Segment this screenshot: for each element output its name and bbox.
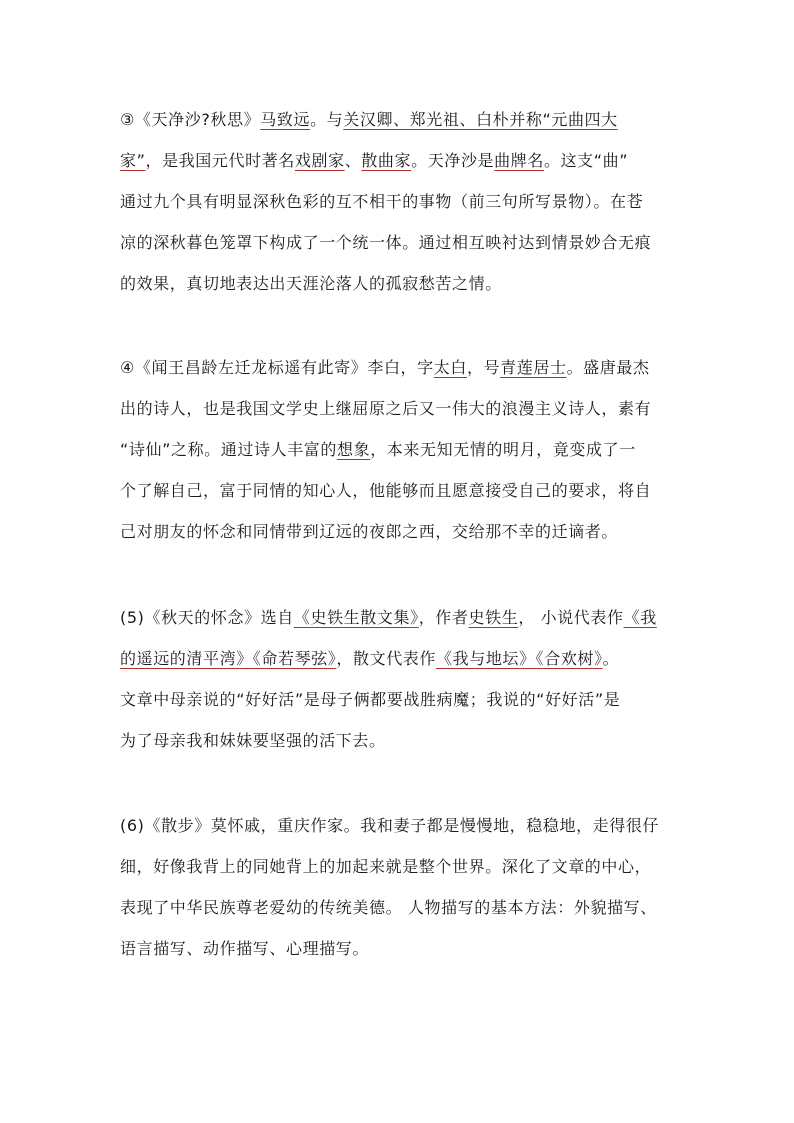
text-line xyxy=(120,898,680,918)
underlined-term: 史铁生 xyxy=(468,608,519,627)
text-line xyxy=(120,358,680,378)
text-run: 的效果，真切地表达出天涯沦落人的孤寂愁苦之情。 xyxy=(120,274,502,293)
text-run: (6)《散步》莫怀戚，重庆作家。我和妻子都是慢慢地，稳稳地，走得很仔 xyxy=(120,816,660,835)
underlined-term: 《史铁生散文集》 xyxy=(293,608,419,627)
text-line xyxy=(120,816,680,836)
text-run: ④《闻王昌龄左迁龙标遥有此寄》李白，字 xyxy=(120,358,434,377)
underlined-term: 散曲家 xyxy=(361,151,412,170)
text-run: 通过九个具有明显深秋色彩的互不相干的事物（前三句所写景物）。在苍 xyxy=(120,192,644,211)
underlined-term: 《我 xyxy=(623,608,657,627)
underlined-term: 想象 xyxy=(336,440,371,459)
text-run: 凉的深秋暮色笼罩下构成了一个统一体。通过相互映衬达到情景妙合无痕 xyxy=(120,233,652,252)
underlined-term: 《我与地坛》《合欢树》 xyxy=(436,649,603,668)
underlined-term: 青莲居士 xyxy=(500,358,567,377)
underlined-term: 马致远 xyxy=(260,110,311,129)
underlined-term: 的遥远的清平湾》《命若琴弦》 xyxy=(120,649,337,668)
text-line xyxy=(120,151,680,171)
text-run: 文章中母亲说的“好好活”是母子俩都要战胜病魔；我说的“好好活”是 xyxy=(120,690,621,709)
underlined-term: 家” xyxy=(120,151,146,170)
underlined-term: 戏剧家 xyxy=(294,151,345,170)
underlined-term: 太白 xyxy=(433,358,467,377)
text-run: ，是我国元代时著名 xyxy=(145,151,295,170)
text-line xyxy=(120,649,680,669)
text-run: (5)《秋天的怀念》选自 xyxy=(120,608,294,627)
text-run: 出的诗人，也是我国文学史上继屈原之后又一伟大的浪漫主义诗人，素有 xyxy=(120,399,652,418)
text-run: ， 小说代表作 xyxy=(518,608,624,627)
text-run: ，散文代表作 xyxy=(336,649,437,668)
text-run: ，号 xyxy=(466,358,501,377)
underlined-term: 关汉卿、郑光祖、白朴并称“元曲四大 xyxy=(343,110,618,129)
text-run: 个了解自己，富于同情的知心人，他能够而且愿意接受自己的要求，将自 xyxy=(120,481,652,500)
text-line xyxy=(120,233,680,253)
text-run: ③《天净沙?秋思》 xyxy=(120,110,261,129)
text-run: 。这支“曲” xyxy=(543,151,629,170)
text-line xyxy=(120,192,680,212)
text-line xyxy=(120,522,680,542)
text-run: “诗仙”之称。通过诗人丰富的 xyxy=(120,440,337,459)
text-run: 、 xyxy=(344,151,362,170)
text-run: 。盛唐最杰 xyxy=(566,358,650,377)
text-run: ，作者 xyxy=(418,608,469,627)
text-line xyxy=(120,399,680,419)
text-line xyxy=(120,939,680,959)
text-line xyxy=(120,690,680,710)
text-run: 己对朋友的怀念和同情带到辽远的夜郎之西，交给那不幸的迁谪者。 xyxy=(120,522,619,541)
text-run: 。与 xyxy=(310,110,344,129)
text-line xyxy=(120,274,680,294)
text-line xyxy=(120,481,680,501)
text-run: 。 xyxy=(602,649,620,668)
text-run: ，本来无知无情的明月，竟变成了一 xyxy=(370,440,636,459)
text-line xyxy=(120,110,680,130)
text-line xyxy=(120,440,680,460)
text-line xyxy=(120,731,680,751)
text-run: 表现了中华民族尊老爱幼的传统美德。 人物描写的基本方法：外貌描写、 xyxy=(120,898,657,917)
text-line xyxy=(120,857,680,877)
text-run: 细，好像我背上的同她背上的加起来就是整个世界。深化了文章的中心， xyxy=(120,857,652,876)
text-run: 。天净沙是 xyxy=(411,151,495,170)
text-run: 语言描写、动作描写、心理描写。 xyxy=(120,939,370,958)
underlined-term: 曲牌名 xyxy=(494,151,544,170)
text-line xyxy=(120,608,680,628)
text-run: 为了母亲我和妹妹要坚强的活下去。 xyxy=(120,731,386,750)
